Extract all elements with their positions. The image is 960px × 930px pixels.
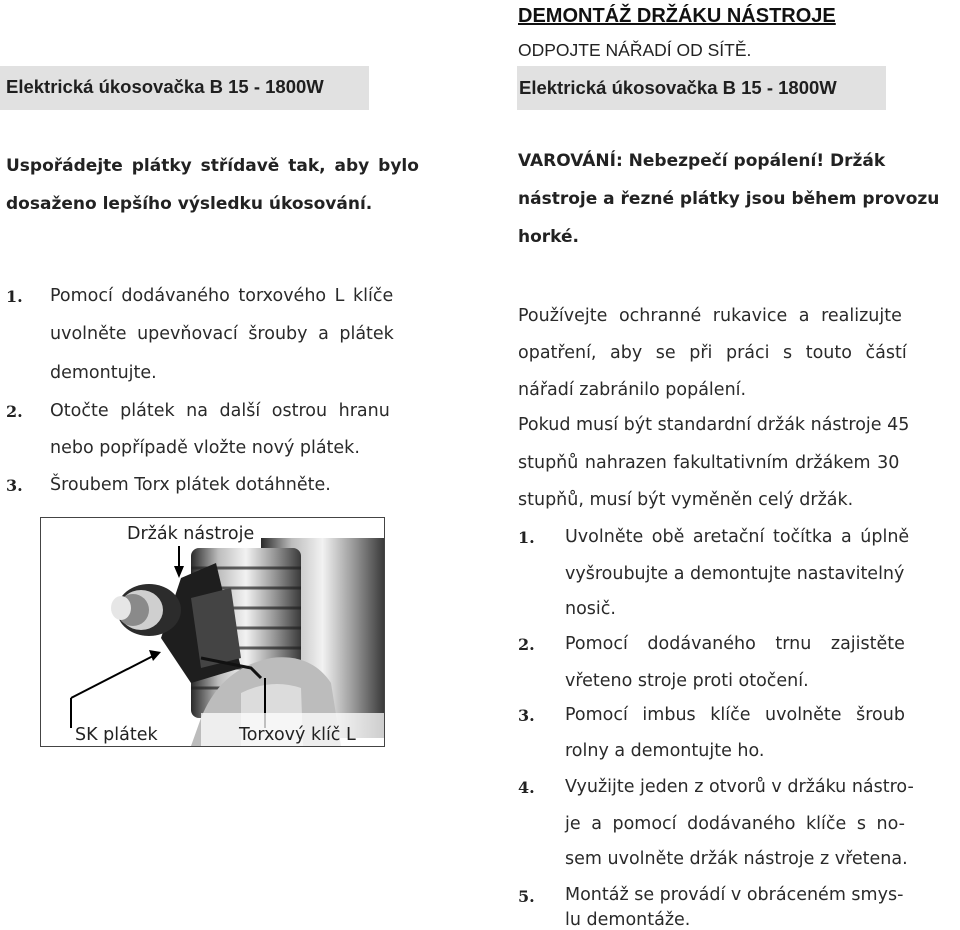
- figure-label-sk-blade: SK plátek: [75, 725, 158, 745]
- warning-line: horké.: [518, 227, 580, 247]
- step-number: 2.: [518, 635, 535, 654]
- step-line: je a pomocí dodávaného klíče s no-: [565, 814, 905, 834]
- right-header-band: [517, 66, 886, 110]
- step-number: 1.: [518, 528, 535, 547]
- step-line: rolny a demontujte ho.: [565, 741, 765, 761]
- step-line: nebo popřípadě vložte nový plátek.: [50, 438, 360, 458]
- step-line: Uvolněte obě aretační točítka a úplně: [565, 527, 910, 547]
- left-intro: [6, 147, 419, 223]
- warning-line: nástroje a řezné plátky jsou během provozu: [518, 189, 940, 209]
- paragraph-line: stupňů, musí být vyměněn celý držák.: [518, 490, 854, 510]
- left-header-band: [0, 66, 369, 110]
- warning-block: [518, 142, 939, 256]
- step-number: 2.: [6, 402, 23, 421]
- tool-holder-photo: [40, 517, 385, 747]
- step-line: Pomocí imbus klíče uvolněte šroub: [565, 705, 905, 725]
- section-subtitle: ODPOJTE NÁŘADÍ OD SÍTĚ.: [518, 40, 752, 60]
- step-line: Montáž se provádí v obráceném smys-: [565, 885, 904, 905]
- step-number: 3.: [518, 706, 535, 725]
- step-line: sem uvolněte držák nástroje z vřetena.: [565, 849, 908, 869]
- step-number: 5.: [518, 887, 535, 906]
- section-title: DEMONTÁŽ DRŽÁKU NÁSTROJE: [518, 5, 836, 27]
- step-line: nosič.: [565, 599, 616, 619]
- step-line: vřeteno stroje proti otočení.: [565, 671, 809, 691]
- figure-label-torx-key: Torxový klíč L: [239, 725, 356, 745]
- figure-label-tool-holder: Držák nástroje: [127, 524, 255, 544]
- step-number: 1.: [6, 287, 23, 306]
- paragraph-line: nářadí zabránilo popálení.: [518, 380, 747, 400]
- step-number: 4.: [518, 778, 535, 797]
- step-line: Využijte jeden z otvorů v držáku nástro-: [565, 777, 914, 797]
- right-header-title: Elektrická úkosovačka B 15 - 1800W: [519, 77, 837, 98]
- step-line: demontujte.: [50, 363, 157, 383]
- step-number: 3.: [6, 476, 23, 495]
- step-line: vyšroubujte a demontujte nastavitelný: [565, 564, 905, 584]
- step-line: Pomocí dodávaného torxového L klíče: [50, 286, 394, 306]
- left-header-title: Elektrická úkosovačka B 15 - 1800W: [6, 76, 324, 97]
- step-line: Otočte plátek na další ostrou hranu: [50, 401, 390, 421]
- step-line: lu demontáže.: [565, 910, 691, 930]
- step-line: Pomocí dodávaného trnu zajistěte: [565, 634, 905, 654]
- paragraph-line: Pokud musí být standardní držák nástroje 45: [518, 415, 910, 435]
- paragraph-line: Používejte ochranné rukavice a realizujte: [518, 306, 902, 326]
- warning-line: VAROVÁNÍ: Nebezpečí popálení! Držák: [518, 151, 886, 171]
- left-intro-line: Uspořádejte plátky střídavě tak, aby bylo: [6, 156, 419, 176]
- step-line: Šroubem Torx plátek dotáhněte.: [50, 475, 331, 495]
- paragraph-line: opatření, aby se při práci s touto částí: [518, 343, 907, 363]
- left-intro-line: dosaženo lepšího výsledku úkosování.: [6, 194, 373, 214]
- tool-holder-illustration: [41, 518, 384, 746]
- step-line: uvolněte upevňovací šrouby a plátek: [50, 324, 394, 344]
- paragraph-line: stupňů nahrazen fakultativním držákem 30: [518, 453, 900, 473]
